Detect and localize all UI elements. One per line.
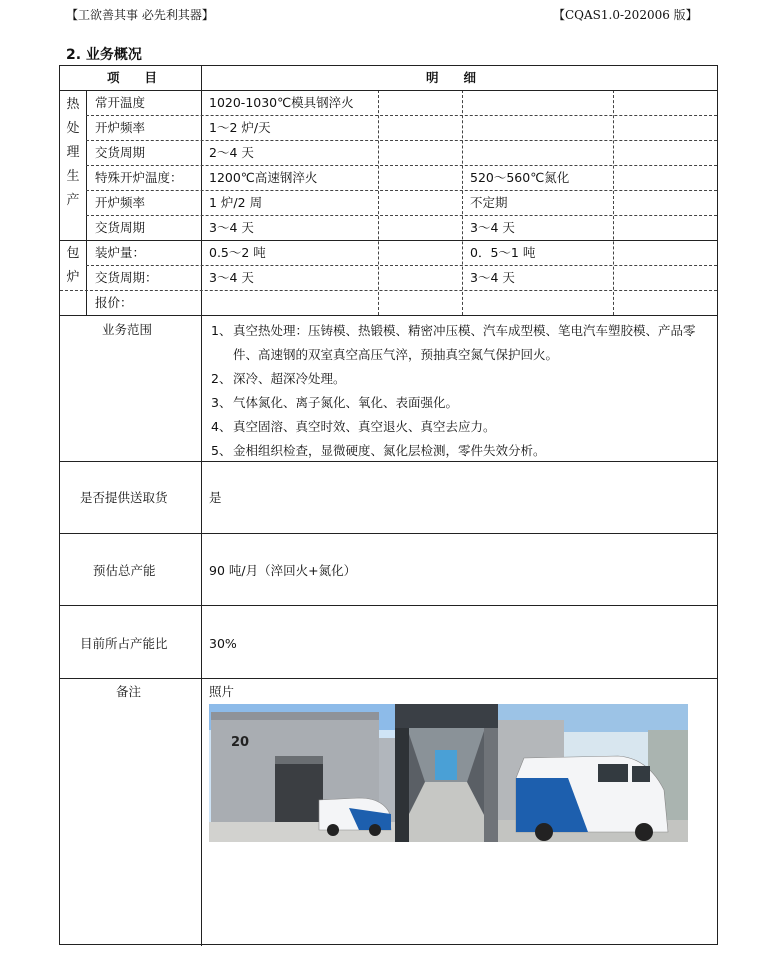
group-label-heat-char: 生 xyxy=(66,169,80,184)
group-label-bao-char: 炉 xyxy=(66,270,80,285)
row-rule xyxy=(86,165,717,166)
col-divider-detail-3 xyxy=(613,90,614,315)
row-label: 开炉频率 xyxy=(95,120,146,135)
scope-item: 2、 深冷、超深冷处理。 xyxy=(211,371,346,386)
scope-item: 4、 真空固溶、真空时效、真空退火、真空去应力。 xyxy=(211,419,496,434)
row-rule xyxy=(60,290,717,291)
row-label: 装炉量： xyxy=(95,245,146,260)
group-label-heat-char: 热 xyxy=(66,97,80,112)
col-divider-main xyxy=(201,66,202,946)
group-label-heat-char: 理 xyxy=(66,145,80,160)
row-value: 3～4 天 xyxy=(209,270,254,285)
row-value-alt: 0．5～1 吨 xyxy=(470,245,536,260)
photo-building-van xyxy=(209,704,395,842)
group-label-bao-char: 包 xyxy=(66,246,80,261)
row-value: 1200℃高速钢淬火 xyxy=(209,170,318,185)
col-divider-group xyxy=(86,90,87,315)
section-rule xyxy=(60,533,717,534)
section-title: 2. 业务概况 xyxy=(66,47,142,63)
scope-list xyxy=(211,319,711,463)
row-value: 1020-1030℃模具钢淬火 xyxy=(209,95,354,110)
row-rule xyxy=(86,190,717,191)
row-rule xyxy=(86,265,717,266)
row-label: 特殊开炉温度： xyxy=(95,170,183,185)
col-divider-detail-1 xyxy=(378,90,379,315)
row-value: 1～2 炉/天 xyxy=(209,120,271,135)
scope-item: 3、 气体氮化、离子氮化、氧化、表面强化。 xyxy=(211,395,459,410)
delivery-value: 是 xyxy=(209,490,222,505)
scope-label: 业务范围 xyxy=(102,322,153,337)
row-rule xyxy=(86,140,717,141)
photo-warehouse-interior-image xyxy=(395,704,498,842)
group-label-heat-char: 产 xyxy=(66,193,80,208)
row-label: 交货周期 xyxy=(95,220,146,235)
row-label: 常开温度 xyxy=(95,95,146,110)
photo-warehouse-interior xyxy=(395,704,498,842)
ratio-value: 30% xyxy=(209,636,237,651)
row-label: 交货周期 xyxy=(95,145,146,160)
capacity-value: 90 吨/月（淬回火+氮化） xyxy=(209,563,357,578)
row-label: 交货周期： xyxy=(95,270,158,285)
row-value: 2～4 天 xyxy=(209,145,254,160)
business-overview-table xyxy=(59,65,718,945)
photo-van-image xyxy=(498,704,688,842)
doc-header-version: 【CQAS1.0-202006 版】 xyxy=(553,8,698,22)
remarks-label: 备注 xyxy=(116,684,142,699)
remarks-value: 照片 xyxy=(209,684,235,699)
photo-van xyxy=(498,704,688,842)
delivery-label: 是否提供送取货 xyxy=(80,490,168,505)
row-value-alt: 3～4 天 xyxy=(470,220,515,235)
col-header-item: 项 目 xyxy=(107,70,158,85)
section-rule xyxy=(60,678,717,679)
building-number: 20 xyxy=(231,735,250,750)
header-rule xyxy=(60,90,717,91)
ratio-label: 目前所占产能比 xyxy=(80,636,168,651)
section-rule xyxy=(60,605,717,606)
section-rule xyxy=(60,315,717,316)
row-rule xyxy=(86,115,717,116)
col-divider-detail-2 xyxy=(462,90,463,315)
row-rule xyxy=(86,215,717,216)
doc-header-motto: 【工欲善其事 必先利其器】 xyxy=(66,8,214,22)
group-label-heat-char: 处 xyxy=(66,121,80,136)
group-rule xyxy=(60,240,717,241)
scope-item: 1、 真空热处理：压铸模、热锻模、精密冲压模、汽车成型模、笔电汽车塑胶模、产品零件、高速钢的双室真空高压气淬，预抽真空氮气保护回火。 xyxy=(211,323,696,362)
row-value: 3～4 天 xyxy=(209,220,254,235)
capacity-label: 预估总产能 xyxy=(93,563,156,578)
row-label: 报价： xyxy=(95,295,133,310)
scope-item: 5、 金相组织检查，显微硬度、氮化层检测，零件失效分析。 xyxy=(211,443,546,458)
row-value: 1 炉/2 周 xyxy=(209,195,263,210)
row-label: 开炉频率 xyxy=(95,195,146,210)
photo-building-van-image xyxy=(209,704,395,842)
row-value-alt: 不定期 xyxy=(470,195,508,210)
col-header-detail: 明 细 xyxy=(426,70,477,85)
row-value: 0.5～2 吨 xyxy=(209,245,266,260)
row-value-alt: 3～4 天 xyxy=(470,270,515,285)
row-value-alt: 520～560℃氮化 xyxy=(470,170,570,185)
